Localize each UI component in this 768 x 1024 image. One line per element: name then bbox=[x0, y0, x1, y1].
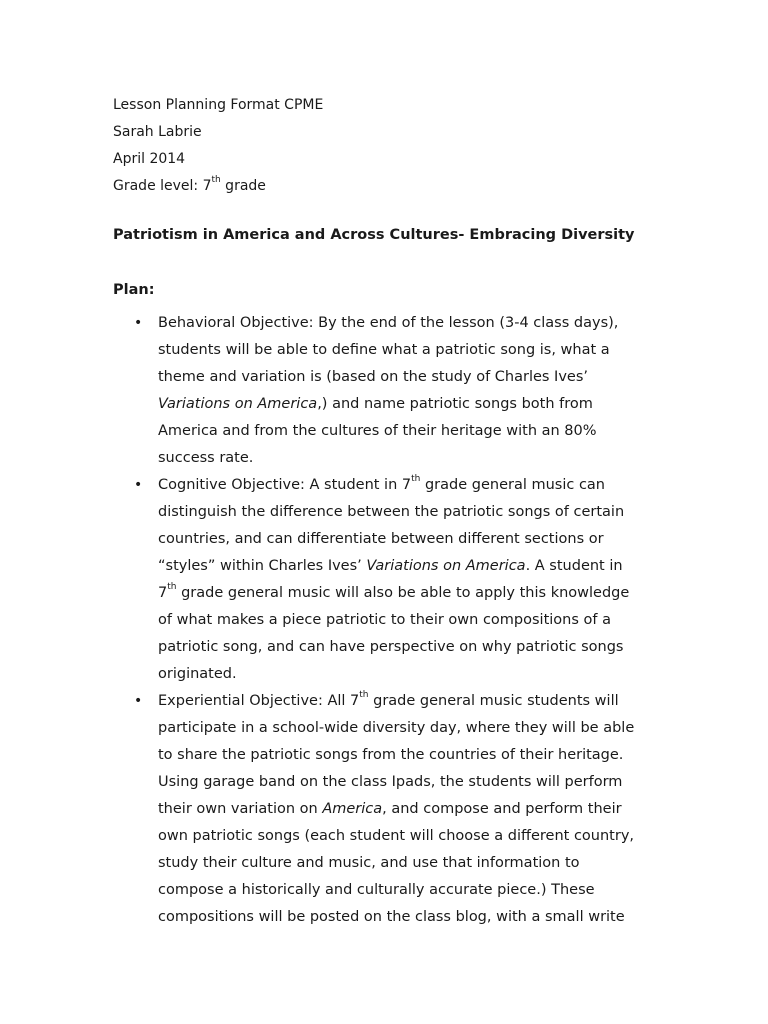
text-line: study their culture and music, and use that information to bbox=[158, 855, 580, 871]
text-line bbox=[158, 391, 698, 418]
work-title: Variations on America bbox=[158, 396, 318, 412]
lesson-title: Patriotism in America and Across Cultures- Embracing Diversity bbox=[113, 227, 635, 243]
text-line: patriotic song, and can have perspective on why patriotic songs bbox=[158, 639, 624, 655]
text-fragment: . A student in bbox=[525, 558, 623, 574]
text-line: distinguish the difference between the patriotic songs of certain bbox=[158, 504, 625, 520]
document-header bbox=[113, 92, 323, 200]
text-line: America and from the cultures of their heritage with an 80% bbox=[158, 423, 597, 439]
bullet-icon: • bbox=[134, 315, 143, 331]
bullet-icon: • bbox=[134, 477, 143, 493]
text-fragment: ,) and name patriotic songs both from bbox=[317, 396, 593, 412]
text-line: own patriotic songs (each student will choose a different country, bbox=[158, 828, 635, 844]
ordinal-superscript: th bbox=[359, 690, 369, 701]
text-fragment: 7 bbox=[158, 585, 168, 601]
text-line: participate in a school-wide diversity day, where they will be able bbox=[158, 720, 635, 736]
grade-level bbox=[113, 173, 323, 200]
plan-heading: Plan: bbox=[113, 282, 155, 298]
grade-prefix: Grade level: 7 bbox=[113, 178, 212, 194]
text-line: success rate. bbox=[158, 450, 254, 466]
text-line: students will be able to define what a patriotic song is, what a bbox=[158, 342, 610, 358]
text-line: to share the patriotic songs from the countries of their heritage. bbox=[158, 747, 624, 763]
text-line: compose a historically and culturally accurate piece.) These bbox=[158, 882, 595, 898]
cognitive-objective bbox=[134, 472, 698, 688]
objectives-list bbox=[134, 310, 698, 931]
text-line: Using garage band on the class Ipads, the students will perform bbox=[158, 774, 623, 790]
text-line: countries, and can differentiate between different sections or bbox=[158, 531, 604, 547]
text-fragment: their own variation on bbox=[158, 801, 323, 817]
text-line bbox=[158, 688, 698, 715]
experiential-objective bbox=[134, 688, 698, 931]
text-line: of what makes a piece patriotic to their own compositions of a bbox=[158, 612, 611, 628]
text-fragment: Experiential Objective: All 7 bbox=[158, 693, 360, 709]
text-fragment: Cognitive Objective: A student in 7 bbox=[158, 477, 412, 493]
ordinal-superscript: th bbox=[167, 582, 177, 593]
text-line: compositions will be posted on the class blog, with a small write bbox=[158, 909, 625, 925]
author-name: Sarah Labrie bbox=[113, 124, 202, 140]
grade-suffix: grade bbox=[220, 178, 266, 194]
text-line bbox=[158, 553, 698, 580]
text-fragment: grade general music will also be able to apply this knowledge bbox=[176, 585, 630, 601]
text-line bbox=[158, 472, 698, 499]
text-fragment: grade general music students will bbox=[368, 693, 619, 709]
bullet-icon: • bbox=[134, 693, 143, 709]
text-line bbox=[158, 796, 698, 823]
text-fragment: , and compose and perform their bbox=[382, 801, 622, 817]
ordinal-superscript: th bbox=[411, 474, 421, 485]
text-line bbox=[158, 580, 698, 607]
work-title: Variations on America bbox=[366, 558, 526, 574]
text-fragment: grade general music can bbox=[420, 477, 606, 493]
document-date: April 2014 bbox=[113, 151, 186, 167]
work-title: America bbox=[322, 801, 383, 817]
text-line: originated. bbox=[158, 666, 237, 682]
text-line: theme and variation is (based on the study of Charles Ives’ bbox=[158, 369, 588, 385]
text-fragment: “styles” within Charles Ives’ bbox=[158, 558, 367, 574]
grade-superscript: th bbox=[211, 175, 221, 186]
text-line: Behavioral Objective: By the end of the lesson (3-4 class days), bbox=[158, 315, 619, 331]
format-title: Lesson Planning Format CPME bbox=[113, 97, 324, 113]
behavioral-objective bbox=[134, 310, 698, 472]
